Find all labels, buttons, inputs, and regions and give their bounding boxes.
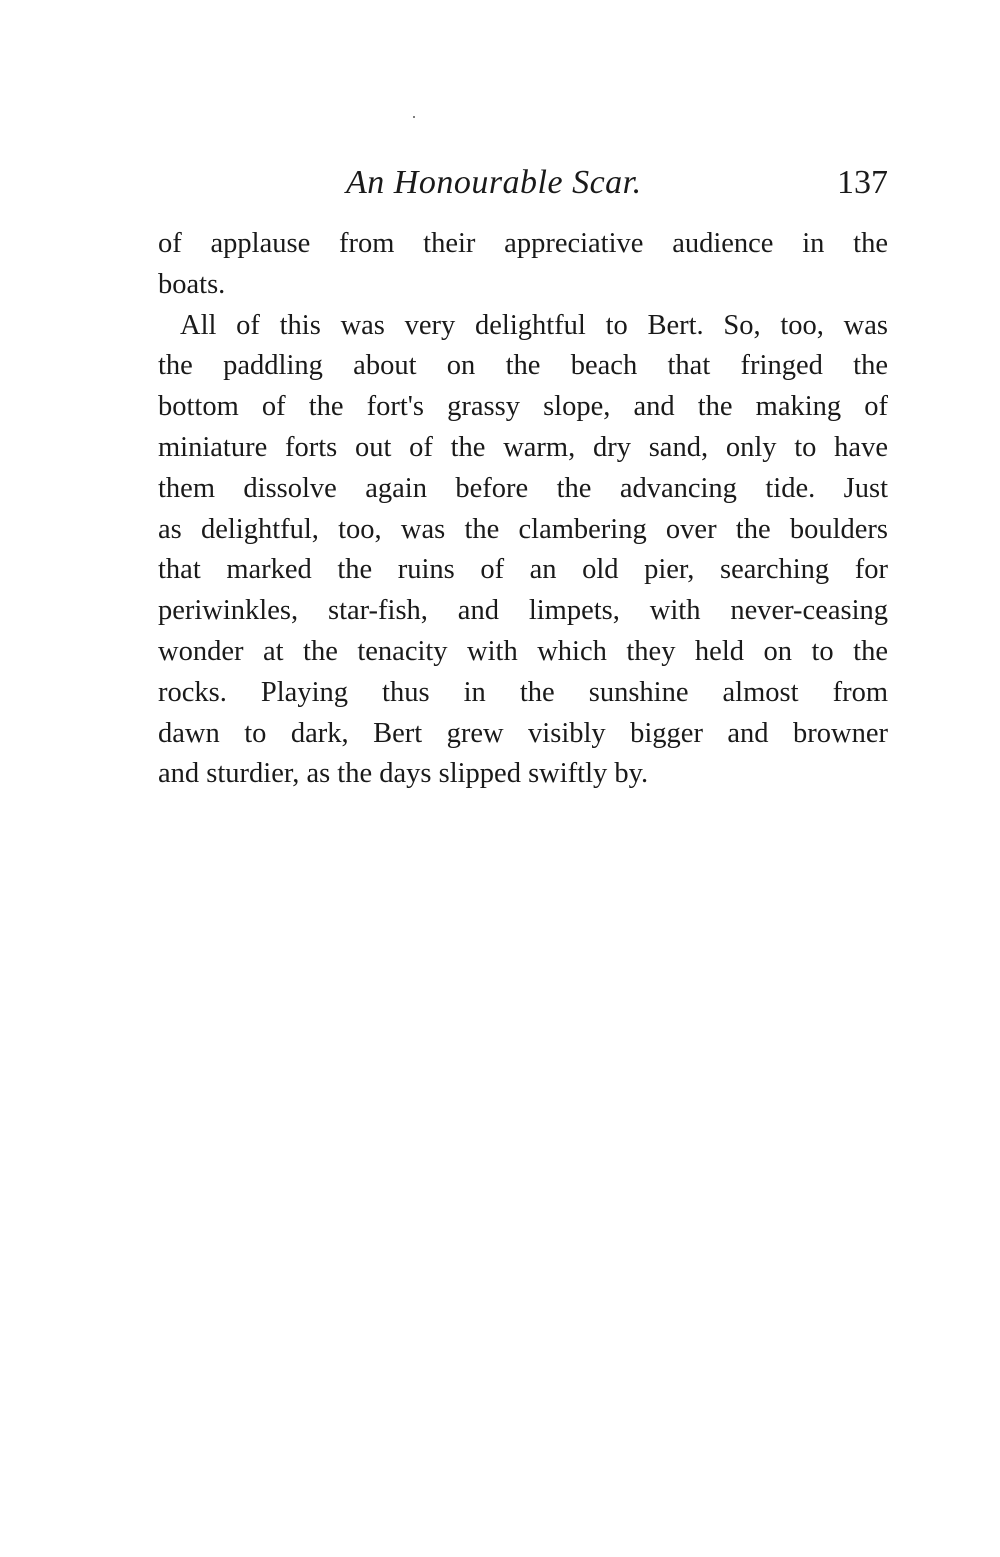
text-line: of applause from their appreciative audience in the [158, 228, 888, 259]
text-line: dawn to dark, Bert grew visibly bigger and browner [158, 717, 888, 749]
text-line: miniature forts out of the warm, dry sand, only to have [158, 431, 888, 463]
text-line: and sturdier, as the days slipped swiftly by. [158, 758, 649, 790]
page-number: 137 [837, 164, 888, 201]
body-text [158, 224, 888, 795]
running-head [158, 160, 888, 206]
text-line: bottom of the fort's grassy slope, and the making of [158, 391, 888, 423]
text-line: wonder at the tenacity with which they held on to the [158, 635, 888, 667]
text-line: as delightful, too, was the clambering over the boulders [158, 513, 888, 545]
running-title: An Honourable Scar. [346, 164, 642, 201]
text-line: rocks. Playing thus in the sunshine almost from [158, 676, 888, 708]
text-line: that marked the ruins of an old pier, searching for [158, 554, 888, 586]
text-line: the paddling about on the beach that fringed the [158, 350, 888, 382]
text-line: All of this was very delightful to Bert. So, too, was [180, 309, 888, 341]
text-line: them dissolve again before the advancing tide. Just [158, 472, 888, 504]
text-line: boats. [158, 268, 226, 300]
text-line: periwinkles, star-fish, and limpets, with never-ceasing [158, 595, 888, 627]
print-speck [413, 116, 415, 118]
